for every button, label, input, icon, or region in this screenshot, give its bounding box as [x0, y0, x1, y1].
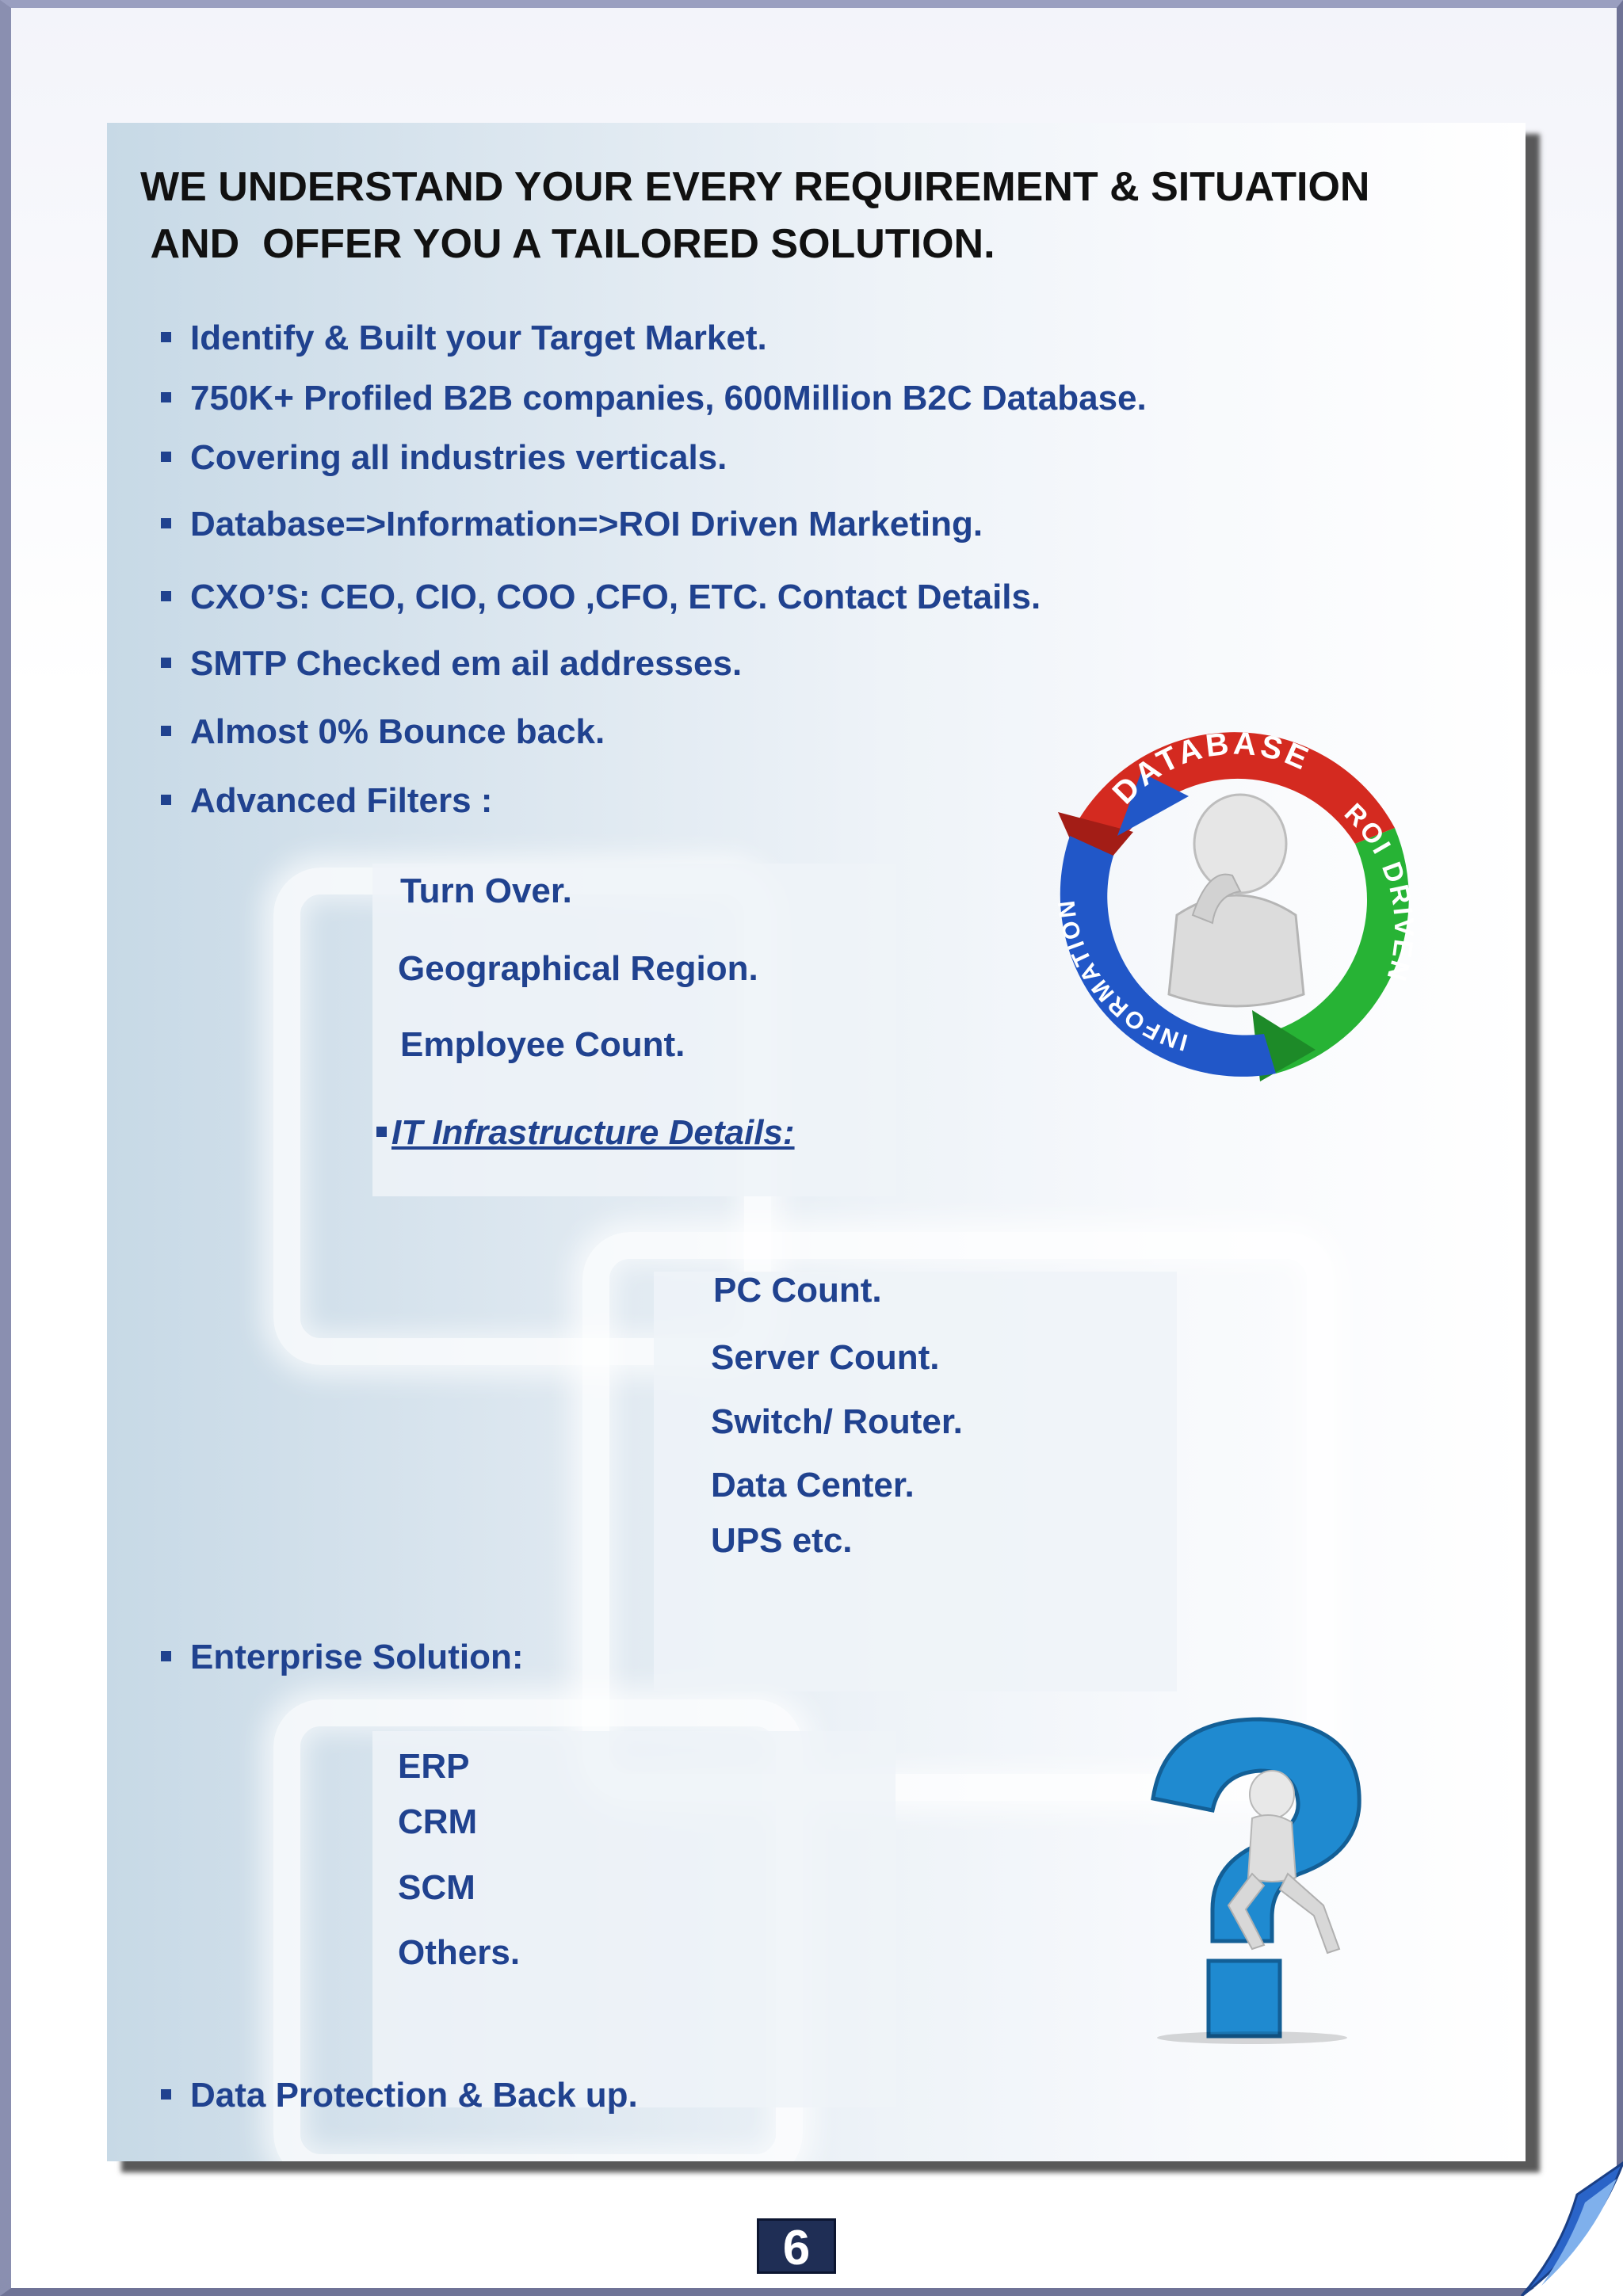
bullet-smtp: SMTP Checked em ail addresses. — [161, 644, 742, 684]
bullet-square-icon — [161, 2089, 171, 2100]
enterprise-item-crm: CRM — [398, 1802, 478, 1841]
database-cycle-graphic — [1022, 677, 1450, 1105]
enterprise-item-erp: ERP — [398, 1747, 470, 1786]
it-item-data-center: Data Center. — [711, 1466, 915, 1505]
bullet-target-market: Identify & Built your Target Market. — [161, 318, 767, 358]
database-label: DATABASE — [1106, 726, 1316, 811]
bullet-square-icon — [161, 392, 171, 402]
bullet-square-icon — [376, 1127, 387, 1137]
bullet-bounce: Almost 0% Bounce back. — [161, 712, 605, 752]
filter-geographical-region: Geographical Region. — [398, 949, 758, 988]
it-item-server-count: Server Count. — [711, 1338, 940, 1377]
bullet-enterprise-solution: Enterprise Solution: — [161, 1638, 523, 1677]
bullet-square-icon — [161, 518, 171, 528]
question-dot-block — [1209, 1961, 1280, 2036]
information-label: INFORMATION — [1053, 897, 1191, 1056]
bullet-cxo-contacts: CXO’S: CEO, CIO, COO ,CFO, ETC. Contact Details. — [161, 578, 1041, 617]
bullet-square-icon — [161, 658, 171, 668]
it-infrastructure-heading: IT Infrastructure Details: — [376, 1113, 795, 1153]
bullet-square-icon — [161, 726, 171, 736]
bullet-square-icon — [161, 1651, 171, 1661]
heading-line-1: WE UNDERSTAND YOUR EVERY REQUIREMENT & SITUATION — [140, 164, 1370, 210]
bullet-square-icon — [161, 452, 171, 462]
bullet-roi-marketing: Database=>Information=>ROI Driven Marketing. — [161, 505, 983, 544]
bullet-square-icon — [161, 795, 171, 805]
page-curl-icon — [1506, 2147, 1623, 2296]
bullet-square-icon — [161, 591, 171, 601]
it-item-switch-router: Switch/ Router. — [711, 1402, 963, 1441]
page-heading — [140, 158, 1369, 273]
question-mark-figure-graphic — [1133, 1711, 1403, 2044]
enterprise-item-others: Others. — [398, 1933, 521, 1972]
roi-driven-label: ROI DRIVEN — [1338, 797, 1419, 986]
it-item-pc-count: PC Count. — [713, 1271, 882, 1310]
heading-line-2: AND OFFER YOU A TAILORED SOLUTION. — [140, 221, 995, 267]
bullet-advanced-filters: Advanced Filters : — [161, 781, 492, 821]
thinking-person-figure — [1169, 795, 1304, 1006]
bullet-industries: Covering all industries verticals. — [161, 438, 727, 478]
page-number: 6 — [757, 2218, 836, 2274]
bullet-profiled-companies: 750K+ Profiled B2B companies, 600Million B2C Database. — [161, 379, 1147, 418]
filter-employee-count: Employee Count. — [400, 1025, 685, 1064]
it-item-ups: UPS etc. — [711, 1521, 853, 1560]
enterprise-item-scm: SCM — [398, 1868, 475, 1907]
bullet-square-icon — [161, 332, 171, 342]
enterprise-box — [372, 1731, 896, 2107]
bullet-data-protection: Data Protection & Back up. — [161, 2076, 638, 2115]
filter-turn-over: Turn Over. — [400, 871, 572, 910]
